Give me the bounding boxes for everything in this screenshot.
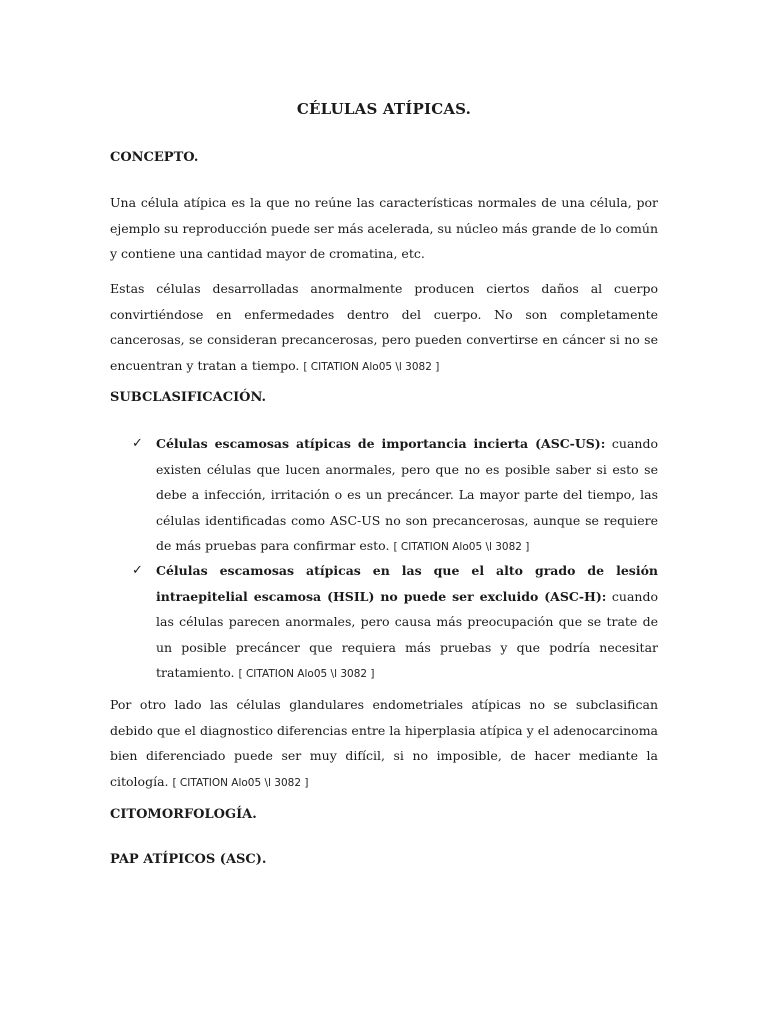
list-item-description: cuando las células parecen anormales, pero causa más preocupación que se trate de un posible precáncer que requiera más pruebas y que podría necesitar tratamiento. xyxy=(156,588,659,681)
heading-subclasificacion: SUBCLASIFICACIÓN. xyxy=(110,390,267,405)
citation: [ CITATION Alo05 \l 3082 ] xyxy=(238,668,375,681)
list-item-term: Células escamosas atípicas en las que el alto grado de lesión intraepitelial escamosa (HSIL) no puede ser excluido (ASC-H): xyxy=(156,563,658,604)
paragraph-concepto-1 xyxy=(110,190,658,267)
paragraph-text: Estas células desarrolladas anormalmente producen ciertos daños al cuerpo convirtiéndose en enfermedades dentro del cuerpo. No son completamente cancerosas, se consideran precancerosas, pero pueden convertirse en cáncer si no se encuentran y tratan a tiempo. xyxy=(110,281,658,373)
paragraph-subclasificacion-3 xyxy=(110,692,658,796)
document-title: CÉLULAS ATÍPICAS. xyxy=(296,100,472,118)
citation: [ CITATION Alo05 \l 3082 ] xyxy=(393,541,530,554)
paragraph-text: Una célula atípica es la que no reúne las características normales de una célula, por ejemplo su reproducción puede ser más acelerada, su núcleo más grande de lo común y contiene una cantidad mayor de cromatina, etc. xyxy=(110,195,658,262)
citation: [ CITATION Alo05 \l 3082 ] xyxy=(303,360,440,373)
heading-concepto: CONCEPTO. xyxy=(110,150,199,165)
checkmark-icon: ✓ xyxy=(132,436,143,451)
paragraph-text: Por otro lado las células glandulares endometriales atípicas no se subclasifican debido que el diagnostico diferencias entre la hiperplasia atípica y el adenocarcinoma bien diferenciado puede ser muy difícil, si no imposible, de hacer mediante la citología. xyxy=(110,697,658,789)
list-item-text xyxy=(156,431,658,561)
list-item-text xyxy=(156,558,658,688)
citation: [ CITATION Alo05 \l 3082 ] xyxy=(172,776,309,789)
list-item-description: cuando existen células que lucen anormales, pero que no es posible saber si esto se debe a infección, irritación o es un precáncer. La mayor parte del tiempo, las células identificadas como ASC-US no son precancerosas, aunque se requiere de más pruebas para confirmar esto. xyxy=(156,436,658,554)
heading-pap-atipicos: PAP ATÍPICOS (ASC). xyxy=(110,852,267,867)
checkmark-icon: ✓ xyxy=(132,563,143,578)
list-item-term: Células escamosas atípicas de importancia incierta (ASC-US): xyxy=(156,436,606,451)
heading-citomorfologia: CITOMORFOLOGÍA. xyxy=(110,807,257,822)
paragraph-concepto-2 xyxy=(110,276,658,380)
